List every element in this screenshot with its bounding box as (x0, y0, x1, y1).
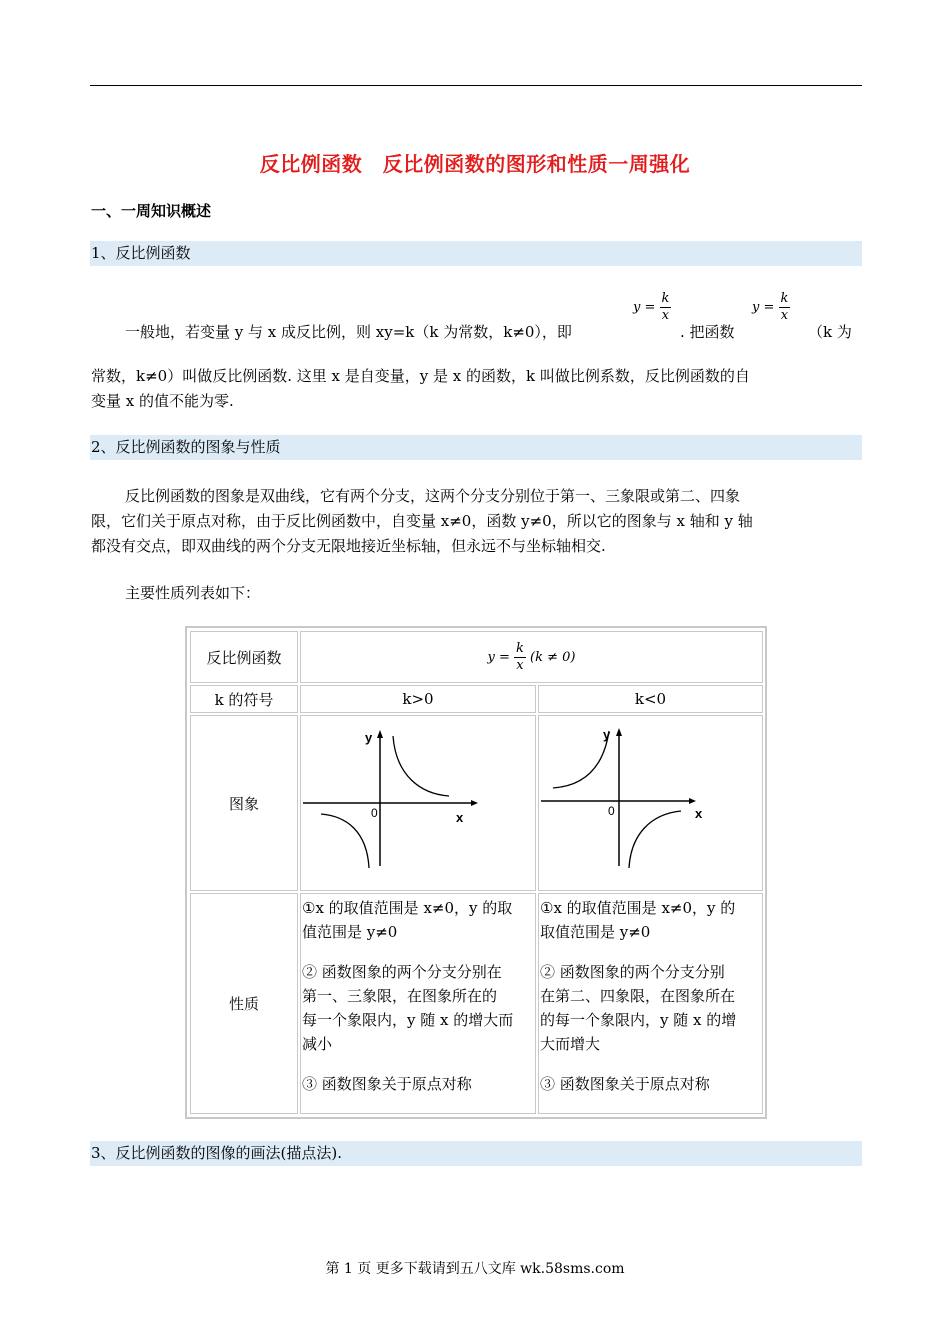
subsection-band-1: 1、反比例函数 (90, 241, 862, 266)
para2-line1: 反比例函数的图象是双曲线，它有两个分支，这两个分支分别位于第一、三象限或第二、四象 (125, 487, 741, 505)
subsection-band-3: 3、反比例函数的图像的画法(描点法). (90, 1141, 862, 1166)
table-cell-label-properties: 性质 (190, 893, 298, 1114)
prop-line: ③ 函数图象关于原点对称 (540, 1075, 710, 1093)
section-heading: 一、一周知识概述 (91, 202, 212, 220)
prop-line: 的每一个象限内，y 随 x 的增 (540, 1011, 737, 1029)
branch-quadrant-4 (629, 811, 681, 868)
prop-line: ③ 函数图象关于原点对称 (302, 1075, 472, 1093)
subsection-band-2: 2、反比例函数的图象与性质 (90, 435, 862, 460)
x-axis-arrow-icon (689, 798, 696, 804)
x-axis-label: x (695, 806, 703, 821)
prop-line: 在第二、四象限，在图象所在 (540, 987, 736, 1005)
table-cell-k-negative: k<0 (538, 685, 763, 713)
hyperbola-quadrants-1-3-svg (301, 716, 535, 890)
prop-line: ② 函数图象的两个分支分别在 (302, 963, 502, 981)
branch-quadrant-3 (321, 814, 369, 868)
branch-quadrant-2 (553, 731, 609, 788)
para1-line1c: （k 为 (808, 323, 852, 341)
hyperbola-quadrants-2-4-svg (539, 716, 762, 890)
prop-line: ② 函数图象的两个分支分别 (540, 963, 725, 981)
prop-line: 值范围是 y≠0 (302, 923, 398, 941)
page-title: 反比例函数 反比例函数的图形和性质一周强化 (259, 152, 691, 176)
branch-quadrant-1 (393, 736, 449, 796)
para2-line3: 都没有交点，即双曲线的两个分支无限地接近坐标轴，但永远不与坐标轴相交. (91, 537, 606, 555)
table-cell-label-sign: k 的符号 (190, 685, 298, 713)
x-axis-arrow-icon (471, 800, 478, 806)
para2-line2: 限，它们关于原点对称，由于反比例函数中，自变量 x≠0，函数 y≠0，所以它的图象与 x 轴和 y 轴 (91, 512, 753, 530)
x-axis-label: x (456, 810, 464, 825)
prop-line: 每一个象限内，y 随 x 的增大而 (302, 1011, 514, 1029)
header-rule (90, 85, 862, 86)
prop-line: 大而增大 (540, 1035, 601, 1053)
prop-line: 取值范围是 y≠0 (540, 923, 651, 941)
graph-k-negative (538, 715, 763, 891)
origin-label: 0 (371, 806, 378, 820)
para1-line2: 常数，k≠0）叫做反比例函数. 这里 x 是自变量，y 是 x 的函数，k 叫做比例系数，反比例函数的自 (91, 367, 750, 385)
y-axis-arrow-icon (377, 730, 383, 738)
table-cell-formula: y = $\frac{k}{x}$ (k ≠ 0) (300, 631, 763, 683)
y-axis-arrow-icon (616, 728, 622, 736)
prop-line: 第一、三象限，在图象所在的 (302, 987, 498, 1005)
table-cell-k-positive: k>0 (300, 685, 536, 713)
formula-inline-2: y = $\frac{k}{x}$ (752, 291, 789, 323)
properties-table (185, 626, 767, 1119)
y-axis-label: y (365, 730, 373, 745)
para1-line3: 变量 x 的值不能为零. (91, 392, 234, 410)
para1-line1b: . 把函数 (680, 323, 735, 341)
para2-line4: 主要性质列表如下： (125, 584, 261, 602)
formula-inline-1: y = $\frac{k}{x}$ (633, 291, 670, 323)
prop-line: ①x 的取值范围是 x≠0，y 的 (540, 899, 736, 917)
properties-k-positive (300, 893, 536, 1114)
para1-line1a: 一般地，若变量 y 与 x 成反比例，则 xy=k（k 为常数，k≠0），即 (125, 323, 572, 341)
page-footer: 第 1 页 更多下载请到五八文库 wk.58sms.com (325, 1261, 625, 1277)
properties-k-negative (538, 893, 763, 1114)
table-cell-label-graph: 图象 (190, 715, 298, 891)
prop-line: 减小 (302, 1035, 333, 1053)
y-axis-label: y (603, 727, 611, 742)
origin-label: 0 (608, 804, 615, 818)
table-cell-label-function: 反比例函数 (190, 631, 298, 683)
prop-line: ①x 的取值范围是 x≠0，y 的取 (302, 899, 513, 917)
graph-k-positive (300, 715, 536, 891)
